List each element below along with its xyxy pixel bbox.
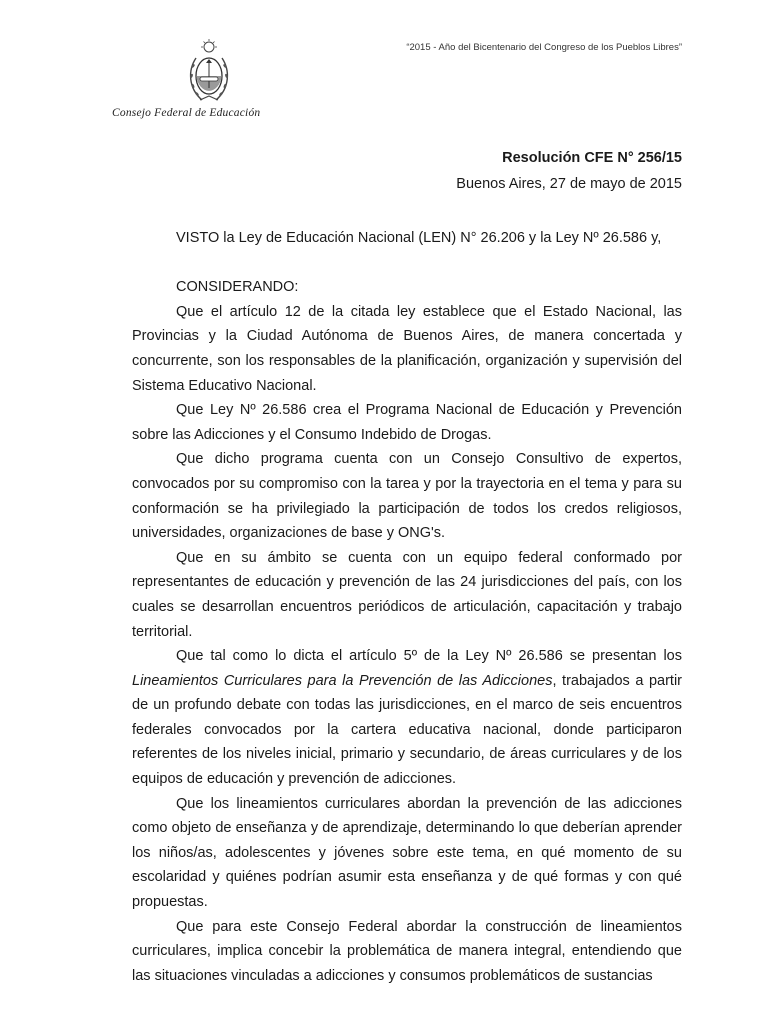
paragraph-4: Que en su ámbito se cuenta con un equipo federal conformado por representantes de educación y prevención de las 24 jurisdicciones del país, con los cuales se desarrollan encuentros periódicos de articulación, capacitación y trabajo territorial. <box>132 549 682 640</box>
paragraph-7: Que para este Consejo Federal abordar la construcción de lineamientos curriculares, implica concebir la problemática de manera integral, entendiendo que las situaciones vinculadas a adicciones y consumos problemáticos de sustancias <box>132 918 682 984</box>
paragraph-3: Que dicho programa cuenta con un Consejo Consultivo de expertos, convocados por su compromiso con la tarea y por la trayectoria en el tema y para su conformación se ha privilegiado la participación de todos los credos religiosos, universidades, organizaciones de base y ONG's. <box>132 451 682 542</box>
resolution-title: Resolución CFE N° 256/15 <box>502 150 682 166</box>
paragraph-5-end: , trabajados a partir de un profundo debate con todas las jurisdicciones, en el marco de seis encuentros federales convocados por la cartera educativa nacional, donde participaron referentes de los niveles inicial, primario y secundario, de áreas curriculares y de los equipos de educación y prevención de adicciones. <box>132 672 683 788</box>
visto-paragraph: VISTO la Ley de Educación Nacional (LEN) N° 26.206 y la Ley Nº 26.586 y, <box>176 230 662 246</box>
paragraph-1: Que el artículo 12 de la citada ley establece que el Estado Nacional, las Provincias y la Ciudad Autónoma de Buenos Aires, de manera concertada y concurrente, son los responsables de la planificación, organización y supervisión del Sistema Educativo Nacional. <box>132 303 682 394</box>
argentine-coat-of-arms-icon <box>186 38 232 106</box>
paragraph-5-start: Que tal como lo dicta el artículo 5º de la Ley Nº 26.586 se presentan los <box>176 648 682 665</box>
considerando-heading: CONSIDERANDO: <box>176 279 299 296</box>
council-name: Consejo Federal de Educación <box>112 107 261 119</box>
document-body <box>132 226 682 988</box>
resolution-place-date: Buenos Aires, 27 de mayo de 2015 <box>456 176 682 192</box>
paragraph-5 <box>132 644 682 792</box>
paragraph-2: Que Ley Nº 26.586 crea el Programa Nacional de Educación y Prevención sobre las Adicciones y el Consumo Indebido de Drogas. <box>132 402 682 443</box>
paragraph-6: Que los lineamientos curriculares abordan la prevención de las adicciones como objeto de enseñanza y de aprendizaje, determinando lo que deberían aprender los niños/as, adolescentes y jóvenes sobre este tema, en qué momento de su escolaridad y quiénes podrían asumir esta enseñanza y de qué formas y con qué propuestas. <box>132 795 682 911</box>
guidelines-title: Lineamientos Curriculares para la Prevención de las Adicciones <box>132 672 553 689</box>
header-motto: “2015 - Año del Bicentenario del Congreso de los Pueblos Libres” <box>406 42 682 53</box>
